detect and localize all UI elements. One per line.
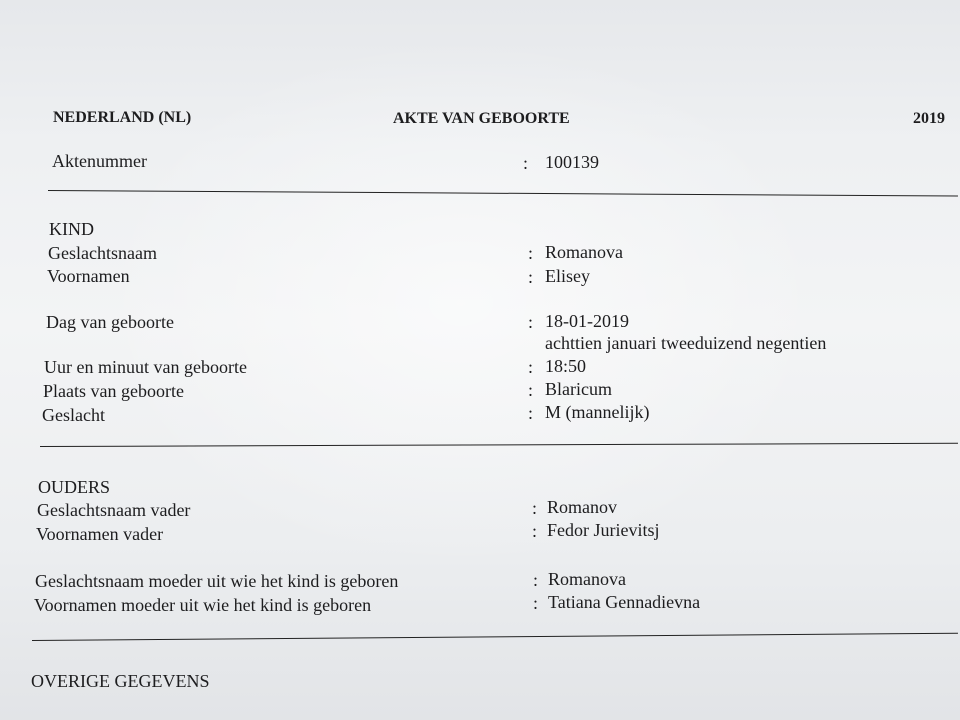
birth-date-label: Dag van geboorte	[46, 312, 174, 332]
mother-firstnames-value: Tatiana Gennadievna	[548, 592, 701, 612]
overige-heading: OVERIGE GEGEVENS	[31, 671, 210, 691]
separator-colon: :	[532, 498, 538, 518]
separator-colon: :	[528, 403, 534, 423]
father-surname-value: Romanov	[547, 497, 617, 517]
birth-date-written: achttien januari tweeduizend negentien	[545, 333, 827, 353]
kind-heading: KIND	[49, 219, 94, 239]
mother-firstnames-label: Voornamen moeder uit wie het kind is geboren	[34, 595, 372, 615]
section-divider	[32, 633, 958, 641]
birth-time-label: Uur en minuut van geboorte	[44, 357, 247, 377]
father-surname-label: Geslachtsnaam vader	[37, 500, 191, 520]
birth-time-value: 18:50	[545, 356, 587, 376]
sex-value: M (mannelijk)	[545, 402, 650, 422]
separator-colon: :	[528, 267, 534, 287]
birth-place-value: Blaricum	[545, 379, 612, 399]
ouders-heading: OUDERS	[38, 477, 111, 497]
father-firstnames-label: Voornamen vader	[36, 524, 164, 544]
section-divider	[48, 190, 958, 197]
separator-colon: :	[528, 243, 534, 263]
separator-colon: :	[528, 380, 534, 400]
document-year: 2019	[913, 110, 945, 127]
separator-colon: :	[528, 312, 534, 332]
birth-date-value: 18-01-2019	[545, 311, 629, 331]
country-heading: NEDERLAND (NL)	[53, 109, 192, 126]
separator-colon: :	[523, 153, 529, 173]
mother-surname-label: Geslachtsnaam moeder uit wie het kind is geboren	[35, 571, 399, 591]
akte-number-value: 100139	[545, 152, 599, 172]
child-surname-label: Geslachtsnaam	[48, 243, 157, 263]
separator-colon: :	[533, 570, 539, 590]
birth-place-label: Plaats van geboorte	[43, 381, 184, 401]
document-title: AKTE VAN GEBOORTE	[393, 110, 570, 127]
child-firstnames-label: Voornamen	[47, 266, 130, 286]
separator-colon: :	[532, 521, 538, 541]
child-firstnames-value: Elisey	[545, 266, 590, 286]
father-firstnames-value: Fedor Jurievitsj	[547, 520, 660, 540]
akte-number-label: Aktenummer	[52, 151, 147, 171]
child-surname-value: Romanova	[545, 242, 623, 262]
mother-surname-value: Romanova	[548, 569, 626, 589]
section-divider	[40, 443, 958, 447]
separator-colon: :	[528, 357, 534, 377]
separator-colon: :	[533, 593, 539, 613]
sex-label: Geslacht	[42, 405, 105, 425]
